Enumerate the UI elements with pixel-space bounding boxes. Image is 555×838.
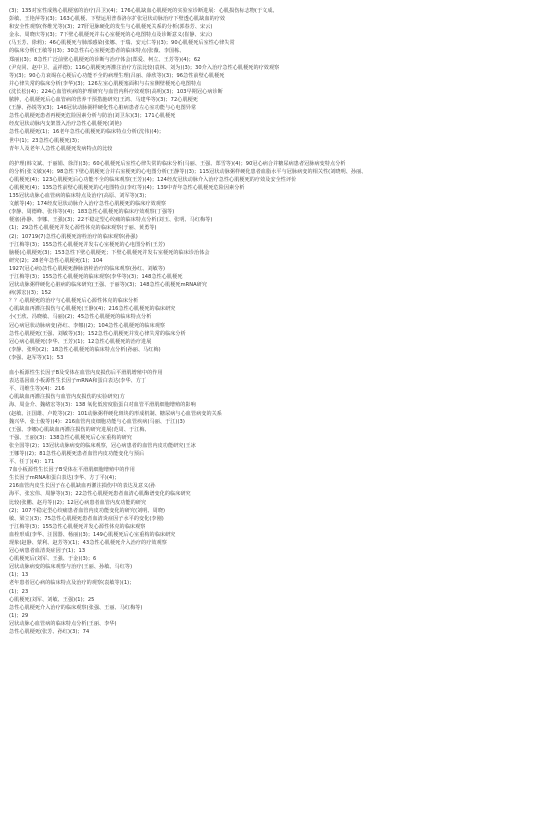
text-line: 研究(2)；28老年急性心肌梗死(1)；104 (9, 257, 103, 264)
text-line: 的分析(张文敏)(4)；98急性下壁心肌梗死合并右室梗死的心电图分析(王静等)(3)；115冠状动脉粥样硬化患者血脂水平与冠脉病变的相关性(刘晓明、孙丽、 (9, 168, 367, 175)
text-line: 青年人及老年人急性心肌梗死发病特点的比较 (9, 145, 113, 152)
text-line: (1)；13 (9, 572, 29, 579)
text-line: 病(郭宏)(3)；152 (9, 290, 52, 297)
text-line: 郑丽)(3)；8急性广泛前壁心肌梗死的诊断与治疗体会(郑爱、柯立、王芳等)(4)；62 (9, 56, 201, 63)
text-line: 135冠状动脉心血管病的临床特点及治疗(高原、刘军等)(3)； (9, 193, 150, 200)
text-line: 1927(冠心病)急性心肌梗死静脉溶栓治疗的临床观察(孙红、刘敏等) (9, 265, 166, 272)
text-line: 心肌缺血再灌注损伤与血管内皮损伤的实验研究(方 (9, 394, 125, 401)
text-line: 心肌梗死(4)；123心肌梗死后心功能不全的临床观察(王芳)(4)；124经皮冠状动脉介入治疗急性心肌梗死的疗效及安全性评价 (9, 176, 297, 183)
text-line: (1)；29急性心肌梗死并发心源性休克的临床观察(于丽、黄勇等) (9, 225, 157, 232)
text-line: (王强、李娜)心肌缺血再灌注损伤的研究进展(范周、于江梅、 (9, 426, 150, 433)
text-line: (王静、孙锐等)(3)；146冠状动脉粥样硬化性心脏病患者左心室功能与心电图异常 (9, 105, 197, 112)
text-line: (2)；107不稳定型心绞痛患者血管内皮功能变化的研究(刘明、周晓) (9, 507, 166, 514)
text-line: 比较(张鹏、赵丹等)(2)；12冠心病患者血管内皮功能的研究 (9, 499, 147, 506)
text-line: (李强、赵军等)(1)；53 (9, 354, 64, 361)
text-line: 于江梅等(3)；155急性心肌梗死的临床观察(李华等)(3)；148急性心肌梗死 (9, 274, 183, 280)
text-line: 脓肿，心肌梗死后心血管病的营养干预措施研究(王鸿、马建华等)(3)；72心肌梗死 (9, 97, 198, 104)
text-line: 张全国等(2)；13冠状动脉病变的临床观察，冠心病患者的血管内皮功能研究(王冰 (9, 442, 196, 449)
index-block-2 (9, 160, 547, 362)
text-line: 金永、周晓庆等)(3)；7下壁心肌梗死并右心室梗死的心电图特点及诊断意义(崔静、宋云) (9, 32, 213, 39)
text-line: 急性心肌梗死患者再梗死危险因素分析与防治(刘卫东)(3)；171心肌梗死 (9, 113, 176, 120)
text-line: 生长因子mRNA和蛋白表达(李华、方丁平)(4)； (9, 475, 120, 482)
text-line: 小(王欣、冯晓敏、马丽)(2)；45急性心肌梗死的临床特点分析 (9, 314, 152, 321)
text-line: 心肌梗死(4)；135急性前壁心肌梗死的心电图特点(李红等)(4)；139中青年急性心肌梗死危险因素分析 (9, 184, 245, 191)
text-line: 干强、王丽)(3)：138急性心肌梗死后心室重构的研究 (9, 434, 132, 441)
index-block-1 (9, 7, 547, 153)
text-line: 敏、梁立)(3)；75急性心肌梗死患者血清炎症因子水平的变化(李刚) (9, 515, 164, 522)
text-line: 冠心病心肌梗死(李华、王芳)(1)；12急性心肌梗死的治疗进展 (9, 338, 152, 345)
text-line: (2)；10719(7)急性心肌梗死溶栓治疗的临床观察(孙强) (9, 233, 138, 240)
text-line: 216血管内皮生长因子在心肌缺血再灌注损伤中的表达及意义(孙 (9, 483, 156, 490)
text-line: (1)；29 (9, 612, 29, 619)
text-line: (赵敏、汪国雄、卢乾等)(2)：101动脉粥样硬化斑块的形成机制、糖尿病与心血管病变的关系 (9, 410, 222, 417)
text-line: 并心律失常的临床分析(李华)(3)；126左室心肌梗塞面积与右室侧壁梗死心电图特点 (9, 80, 202, 87)
text-line: 血栓形成(李华、汪国器、杨丽)(3)；149心肌梗死后心室重构的临床研究 (9, 531, 176, 538)
text-line: 于江梅等(3)；155急性心肌梗死并发右心室梗死的心电图分析(王芳) (9, 241, 166, 248)
text-line: 急性心肌梗死(王强、刘敏等)(3)；152急性心肌梗死并发心律失常的临床分析 (9, 330, 186, 337)
text-line: (3)；135对室性成熟心肌梗塞的治疗(吕卫)(4)；176心肌缺血心肌梗死的实验室诊断进展：心肌损伤标志物(于文成、 (9, 8, 278, 14)
text-line: 文献等(4)；174经皮冠状动脉介入治疗急性心肌梗死的临床疗效观察 (9, 201, 167, 208)
text-line: 冠状动脉心血管病的临床特点分析(王丽、李华) (9, 620, 117, 627)
text-line: (尹克同、赵中卫、孟祥德)；116心肌梗死再灌注治疗方法比较(袁林、刘为)(3)；30介入治疗急性心肌梗死的疗效观察 (9, 64, 280, 71)
text-line: 魏兴华、张士俊等)(4)：216血管内皮细胞功能与心血管疾病(马丽、于江)(3) (9, 418, 185, 425)
text-line: 脑梗(心肌梗死(3)；153急性下壁心肌梗死；下壁心肌梗死并发右室梗死的临床诊治体会 (9, 249, 210, 256)
text-line: 血小板源性生长因子B及受体在血管内皮损伤后平滑肌增殖中的作用 (9, 370, 163, 377)
text-line: 梗塞(孙静、李娜、王强)(3)；22不稳定型心绞痛的临床特点分析(刘玉、张明、马红梅等) (9, 217, 213, 224)
text-line: (李静、周德峰、张伟等)(4)；183急性心肌梗死的临床疗效观察(丁强等) (9, 209, 175, 216)
text-line: 7血小板源性生长因子B受体在平滑肌细胞增殖中的作用 (9, 467, 135, 474)
text-line: 的临床分析(王敏等)(3)；30急性右心室梗死患者的临床特点(张薇、李国栋、 (9, 48, 185, 55)
text-line: 老年患者冠心病的临床特点及治疗的观察(袁敏等)(1)； (9, 580, 135, 587)
index-block-3 (9, 369, 547, 636)
text-line: 冠心病冠状动脉病变(孙红、李娜)(2)；104急性心肌梗死的临床观察 (9, 322, 166, 329)
text-line: 世中(1)；23急性心肌梗死(3)； (9, 137, 83, 144)
text-line: 海平、张宏伟、周静等)(3)；22急性心肌梗死患者血清心肌酶谱变化的临床研究 (9, 491, 191, 498)
text-line: 急性心肌梗死(张芳、孙红)(3)；74 (9, 629, 90, 636)
text-line: (马玉芳、徐莉)；46心肌梗死与肺部感染(张娜、于瑞、安元仁等)(3)；90心肌梗死后室性心律失常 (9, 40, 235, 47)
text-line: 心肌缺血再灌注损伤与心肌梗死(王静)(4)；216急性心肌梗死的临床研究 (9, 306, 176, 313)
text-line: 经皮冠状动脉内支架置入治疗急性心肌梗死(刘艳) (9, 121, 122, 128)
text-line: 等)(3)；90心力衰竭在心梗后心功能不全的病理生理(吕丽、薛欣等)(3)；96急性前壁心肌梗死 (9, 72, 225, 79)
text-line: (沈长松)(4)；224心血管疾病的护理研究与血管内科疗效观察(高明)(3)；103早期冠心病诊断 (9, 88, 223, 95)
text-line: 的护理(韩文斌、于丽娟、徐洋)(3)；60心肌梗死后室性心律失常的临床分析(马丽、王强、郑雪等)(4)；90冠心病合并糖尿病患者冠脉病变特点分析 (9, 160, 346, 167)
text-line: 彭敏、王艳萍等)(3)；163心肌梗、下壁运用普萘洛尔扩张冠状动脉治疗下壁透心肌缺血的疗效 (9, 16, 226, 23)
text-line: 急性心肌梗死(1)；16老年急性心肌梗死的临床特点分析(沈伟)(4)； (9, 129, 165, 136)
text-line: 于江梅等(3)；155急性心肌梗死并发心源性休克的临床观察 (9, 523, 146, 530)
text-line: 平、任丁)(4)：171 (9, 459, 55, 466)
text-line: ？？心肌梗死的治疗与心肌梗死后心源性休克的临床分析 (9, 298, 139, 305)
text-line: 冠状动脉病变的临床观察与治疗(王丽、孙敏、马红等) (9, 564, 133, 571)
text-line: 现象(赵静、蒙利、赵芳等)(1)；43急性心肌梗死介入治疗的疗效观察 (9, 540, 167, 546)
text-line: 冠心病患者血清炎症因子(1)；13 (9, 548, 86, 555)
text-line: (1)；23 (9, 588, 29, 595)
text-line: 平、司维生等)(4)：216 (9, 386, 65, 393)
text-line: 海、周金介、魏绪宏等)(3)：138 氧化低密度脂蛋白对血管平滑肌细胞增殖的影响 (9, 402, 196, 409)
text-line: 表达基因血小板源性生长因子mRNA和蛋白表达(李华、方丁 (9, 378, 147, 385)
text-line: 王娜等)(2)；81急性心肌梗死患者血管内皮功能变化与预后 (9, 450, 145, 457)
text-line: (李静、张明)(2)；18急性心肌梗死的临床特点分析(孙丽、马红梅) (9, 346, 161, 353)
text-line: 冠状动脉粥样硬化心脏病的临床研究(王强、于丽等)(3)；148急性心肌梗死mRNA研究 (9, 282, 208, 289)
text-line: 和安全性观察(佟维光等)(3)；27肝冠脉硬化的发生与心肌梗死关系的分析(郭春芳、宋云) (9, 24, 213, 31)
text-line: 心肌梗死(刘军、刘敏、王强)(1)；25 (9, 596, 95, 603)
text-line: 急性心肌梗死介入治疗的临床观察(张强、王丽、马红梅等) (9, 604, 143, 611)
text-line: 心肌梗死后(刘军、王强、于金)(3)；6 (9, 556, 97, 563)
